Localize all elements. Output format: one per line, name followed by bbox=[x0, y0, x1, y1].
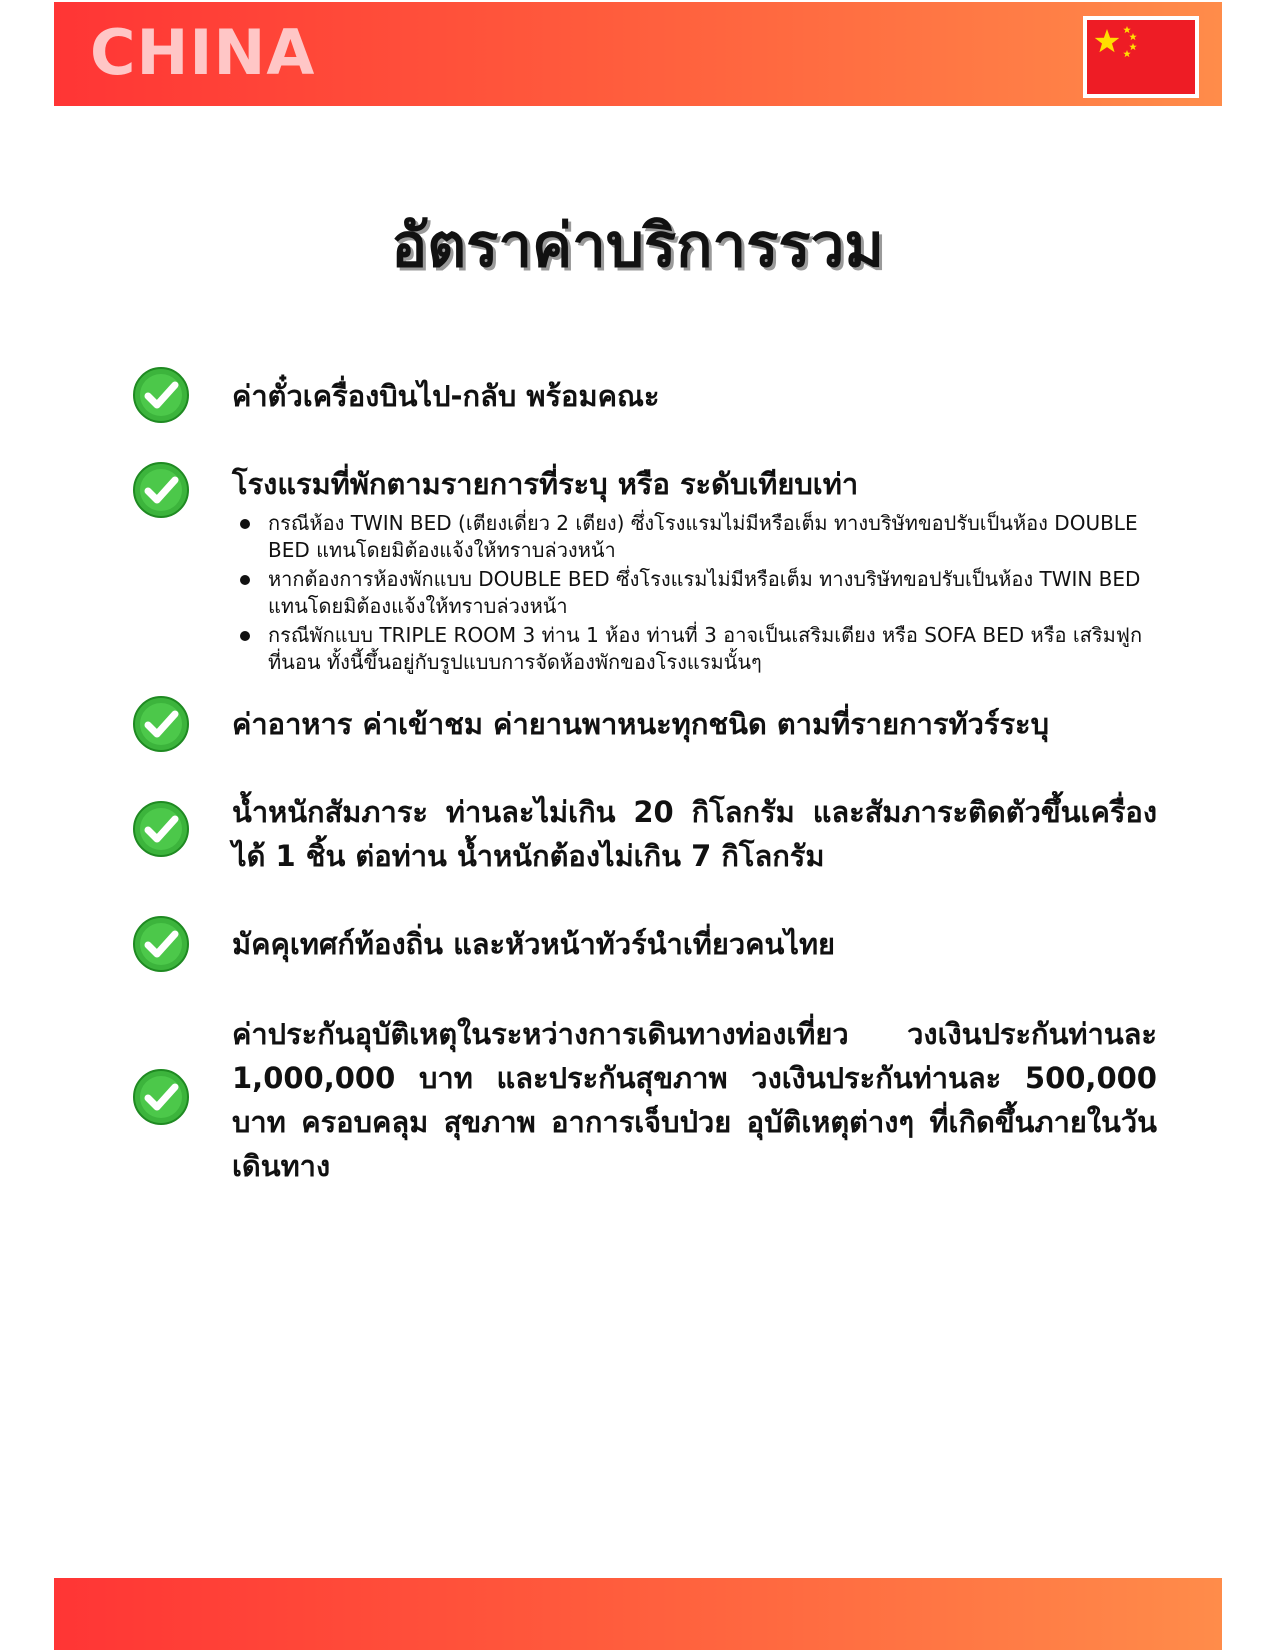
bullet-icon bbox=[240, 631, 250, 641]
list-item bbox=[232, 510, 1157, 564]
item-text: มัคคุเทศก์ท้องถิ่น และหัวหน้าทัวร์นำเที่ยวคนไทย bbox=[232, 927, 836, 961]
note-text: กรณีห้อง TWIN BED (เตียงเดี่ยว 2 เตียง) ซึ่งโรงแรมไม่มีหรือเต็ม ทางบริษัทขอปรับเป็นห้อง DOUBLE BED แทนโดยมิต้องแจ้งให้ทราบล่วงหน้า bbox=[268, 511, 1138, 562]
bullet-icon bbox=[240, 519, 250, 529]
check-icon bbox=[132, 915, 190, 973]
item-text: โรงแรมที่พักตามรายการที่ระบุ หรือ ระดับเทียบเท่า bbox=[232, 467, 859, 501]
check-icon bbox=[132, 461, 190, 519]
list-item bbox=[232, 566, 1157, 620]
hotel-notes-list bbox=[232, 510, 1157, 678]
check-icon bbox=[132, 695, 190, 753]
item-text: ค่าอาหาร ค่าเข้าชม ค่ายานพาหนะทุกชนิด ตามที่รายการทัวร์ระบุ bbox=[232, 707, 1050, 741]
list-item bbox=[232, 622, 1157, 676]
item-text: ค่าตั๋วเครื่องบินไป-กลับ พร้อมคณะ bbox=[232, 379, 660, 413]
check-icon bbox=[132, 800, 190, 858]
footer-banner bbox=[54, 1578, 1222, 1650]
note-text: กรณีพักแบบ TRIPLE ROOM 3 ท่าน 1 ห้อง ท่านที่ 3 อาจเป็นเสริมเตียง หรือ SOFA BED หรือ เสริมฟูกที่นอน ทั้งนี้ขึ้นอยู่กับรูปแบบการจัดห้องพักของโรงแรมนั้นๆ bbox=[268, 623, 1143, 674]
header-title: CHINA bbox=[90, 16, 316, 89]
note-text: หากต้องการห้องพักแบบ DOUBLE BED ซึ่งโรงแรมไม่มีหรือเต็ม ทางบริษัทขอปรับเป็นห้อง TWIN BED แทนโดยมิต้องแจ้งให้ทราบล่วงหน้า bbox=[268, 567, 1141, 618]
check-icon bbox=[132, 366, 190, 424]
item-text: ค่าประกันอุบัติเหตุในระหว่างการเดินทางท่องเที่ยว วงเงินประกันท่านละ 1,000,000 บาท และประกันสุขภาพ วงเงินประกันท่านละ 500,000 บาท ครอบคลุม สุขภาพ อาการเจ็บป่วย อุบัติเหตุต่างๆ ที่เกิดขึ้นภายในวันเดินทาง bbox=[232, 1017, 1157, 1183]
check-icon bbox=[132, 1068, 190, 1126]
page-title: อัตราค่าบริการรวม bbox=[391, 211, 884, 281]
item-text: น้ำหนักสัมภาระ ท่านละไม่เกิน 20 กิโลกรัม และสัมภาระติดตัวขึ้นเครื่องได้ 1 ชิ้น ต่อท่าน น้ำหนักต้องไม่เกิน 7 กิโลกรัม bbox=[232, 795, 1157, 873]
bullet-icon bbox=[240, 575, 250, 585]
